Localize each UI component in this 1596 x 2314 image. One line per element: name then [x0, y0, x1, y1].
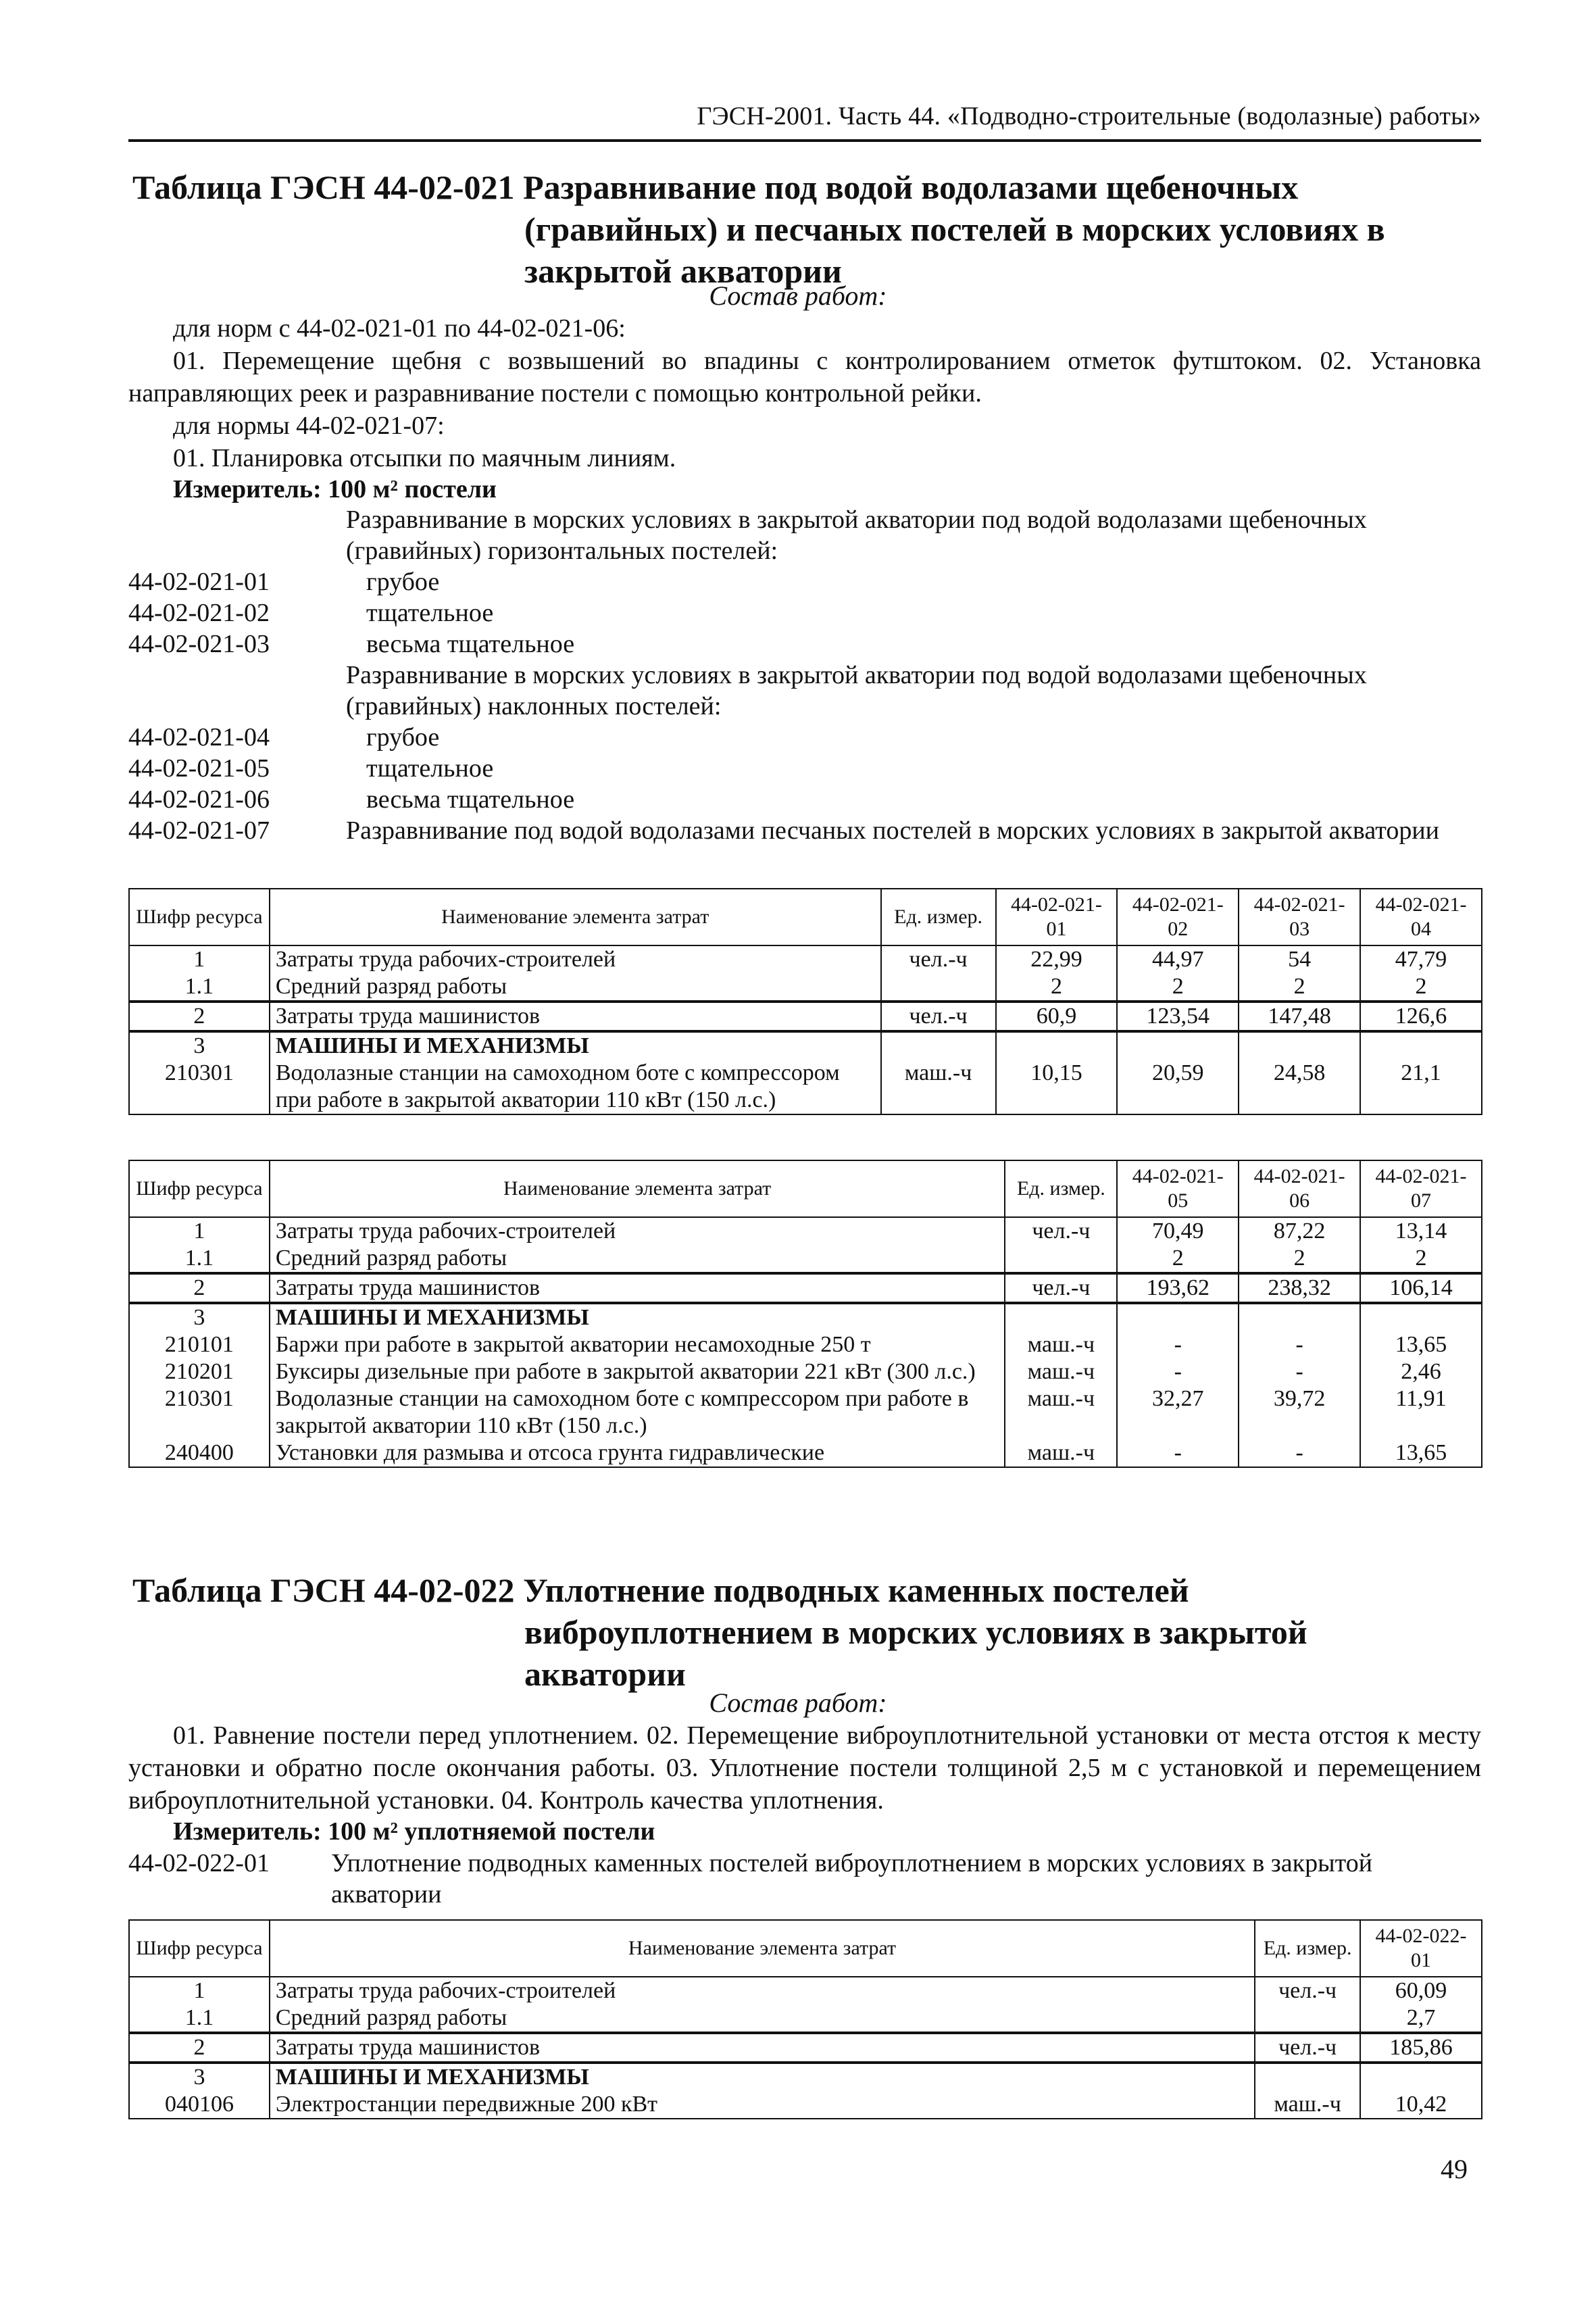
cost-table-022: [128, 1919, 1482, 2119]
cell-value: 11,91: [1360, 1385, 1482, 1439]
cell-value: 10,15: [996, 1060, 1118, 1114]
norm-text: Разравнивание под водой водолазами песчаных постелей в морских условиях в закрытой акватории: [346, 816, 1439, 845]
cell-name: Электростанции передвижные 200 кВт: [270, 2091, 1255, 2119]
cell-value: 2: [1360, 973, 1482, 1002]
norm-code: 44-02-021-01: [128, 568, 270, 596]
norm-text: грубое: [366, 568, 440, 596]
cell-unit: маш.-ч: [1005, 1331, 1117, 1358]
table-title-line: Уплотнение подводных каменных постелей: [523, 1571, 1189, 1609]
cell-value: [1360, 1303, 1482, 1331]
table-row: [129, 1002, 1482, 1031]
header-code: Шифр ресурса: [129, 889, 270, 945]
table-row: [129, 1331, 1482, 1358]
cell-name: Установки для размыва и отсоса грунта гидравлические: [270, 1439, 1005, 1467]
norm-code: 44-02-021-07: [128, 816, 270, 845]
header-norm: 44-02-021-02: [1117, 889, 1239, 945]
cell-value: 10,42: [1360, 2091, 1482, 2119]
cell-value: 60,09: [1360, 1977, 1482, 2004]
cell-code: 210201: [129, 1358, 270, 1385]
header-norm: 44-02-021-01: [996, 889, 1118, 945]
cell-value: 32,27: [1117, 1385, 1239, 1439]
norm-code: 44-02-021-02: [128, 599, 270, 627]
cell-code: 240400: [129, 1439, 270, 1467]
cell-unit: [881, 973, 996, 1002]
cell-value: 47,79: [1360, 945, 1482, 973]
norm-text: весьма тщательное: [366, 785, 575, 814]
cell-code: 1.1: [129, 2004, 270, 2033]
table-row: [129, 1977, 1482, 2004]
header-code: Шифр ресурса: [129, 1160, 270, 1217]
cell-value: -: [1239, 1358, 1360, 1385]
norm-text: весьма тщательное: [366, 630, 575, 658]
cell-value: 2: [1117, 973, 1239, 1002]
cell-value: 193,62: [1117, 1273, 1239, 1303]
cell-name: Затраты труда машинистов: [270, 1002, 881, 1031]
table-title-name: Таблица ГЭСН 44-02-022: [132, 1571, 524, 1609]
cell-code: 1.1: [129, 973, 270, 1002]
cell-value: 2,7: [1360, 2004, 1482, 2033]
cell-code: 2: [129, 1002, 270, 1031]
cell-value: 185,86: [1360, 2033, 1482, 2063]
norm-code: 44-02-021-04: [128, 723, 270, 752]
norm-text: тщательное: [366, 599, 494, 627]
cell-value: 238,32: [1239, 1273, 1360, 1303]
for-norms-label: для нормы 44-02-021-07:: [173, 412, 445, 440]
cell-value: 2: [1117, 1245, 1239, 1273]
cell-unit: [1005, 1303, 1117, 1331]
cell-code: 210101: [129, 1331, 270, 1358]
for-norms-label: для норм с 44-02-021-01 по 44-02-021-06:: [173, 314, 626, 343]
cell-code: 1: [129, 945, 270, 973]
cell-value: 87,22: [1239, 1217, 1360, 1245]
cell-value: [1360, 2063, 1482, 2091]
cell-value: [1239, 1303, 1360, 1331]
cell-value: 2: [1239, 973, 1360, 1002]
cell-value: 2,46: [1360, 1358, 1482, 1385]
cell-value: 13,65: [1360, 1439, 1482, 1467]
cell-value: 106,14: [1360, 1273, 1482, 1303]
cell-name: Средний разряд работы: [270, 973, 881, 1002]
table-row: [129, 1060, 1482, 1114]
cell-code: 3: [129, 1031, 270, 1060]
cell-unit: [1255, 2063, 1360, 2091]
running-header: ГЭСН-2001. Часть 44. «Подводно-строительные (водолазные) работы»: [697, 102, 1481, 130]
header-norm: 44-02-022-01: [1360, 1920, 1482, 1977]
cell-value: 44,97: [1117, 945, 1239, 973]
header-norm: 44-02-021-06: [1239, 1160, 1360, 1217]
table-row: [129, 1245, 1482, 1273]
cell-unit: [1255, 2004, 1360, 2033]
cell-code: 040106: [129, 2091, 270, 2119]
header-unit: Ед. измер.: [881, 889, 996, 945]
cell-value: [1117, 1031, 1239, 1060]
cell-value: -: [1117, 1439, 1239, 1467]
cell-code: 1: [129, 1977, 270, 2004]
cell-code: 210301: [129, 1060, 270, 1114]
work-description: 01. Перемещение щебня с возвышений во впадины с контролированием отметок футштоком. 02. Установка направляющих реек и разравнивание постели с помощью контрольной рейки.: [128, 347, 1481, 408]
cell-code: 2: [129, 1273, 270, 1303]
cell-code: 3: [129, 1303, 270, 1331]
cell-unit: [881, 1031, 996, 1060]
header-unit: Ед. измер.: [1005, 1160, 1117, 1217]
cell-value: -: [1239, 1439, 1360, 1467]
cell-value: 13,14: [1360, 1217, 1482, 1245]
table-row: [129, 1273, 1482, 1303]
cell-code: 2: [129, 2033, 270, 2063]
cell-value: 126,6: [1360, 1002, 1482, 1031]
cell-name: Средний разряд работы: [270, 2004, 1255, 2033]
cell-value: 70,49: [1117, 1217, 1239, 1245]
cell-unit: чел.-ч: [1255, 2033, 1360, 2063]
norm-group-text: Разравнивание в морских условиях в закрытой акватории под водой водолазами щебеночных (гравийных) наклонных постелей:: [346, 661, 1367, 720]
cell-name: Буксиры дизельные при работе в закрытой акватории 221 кВт (300 л.с.): [270, 1358, 1005, 1385]
table-title-line: виброуплотнением в морских условиях в закрытой: [524, 1613, 1307, 1651]
header-norm: 44-02-021-03: [1239, 889, 1360, 945]
cell-code: 1.1: [129, 1245, 270, 1273]
header-unit: Ед. измер.: [1255, 1920, 1360, 1977]
cell-value: [1239, 1031, 1360, 1060]
cell-name: МАШИНЫ И МЕХАНИЗМЫ: [270, 1031, 881, 1060]
cell-unit: чел.-ч: [1005, 1217, 1117, 1245]
norm-code: 44-02-021-06: [128, 785, 270, 814]
work-description: 01. Равнение постели перед уплотнением. 02. Перемещение виброуплотнительной установки от места отстоя к месту установки и обратно после окончания работы. 03. Уплотнение постели толщиной 2,5 м с установкой и перемещением виброуплотнительной установки. 04. Контроль качества уплотнения.: [128, 1721, 1481, 1815]
cell-value: 147,48: [1239, 1002, 1360, 1031]
cell-value: 2: [996, 973, 1118, 1002]
work-description: 01. Планировка отсыпки по маячным линиям.: [173, 444, 676, 472]
cell-unit: чел.-ч: [1005, 1273, 1117, 1303]
cell-value: 54: [1239, 945, 1360, 973]
table-row: [129, 1385, 1482, 1439]
table-row: [129, 2004, 1482, 2033]
norm-code: 44-02-022-01: [128, 1849, 270, 1877]
cell-code: 210301: [129, 1385, 270, 1439]
cost-table-021-b: [128, 1160, 1482, 1468]
cell-value: 2: [1360, 1245, 1482, 1273]
table-title-line: Разравнивание под водой водолазами щебеночных: [523, 168, 1299, 206]
cell-name: Затраты труда машинистов: [270, 1273, 1005, 1303]
cell-unit: маш.-ч: [1005, 1439, 1117, 1467]
cell-unit: чел.-ч: [1255, 1977, 1360, 2004]
norm-text: Уплотнение подводных каменных постелей виброуплотнением в морских условиях в закрытой акватории: [331, 1849, 1373, 1909]
table-title-021: [132, 166, 1484, 292]
cell-value: -: [1239, 1331, 1360, 1358]
cell-name: МАШИНЫ И МЕХАНИЗМЫ: [270, 2063, 1255, 2091]
cell-unit: чел.-ч: [881, 1002, 996, 1031]
table-title-line: (гравийных) и песчаных постелей в морских условиях в: [524, 210, 1385, 248]
header-norm: 44-02-021-04: [1360, 889, 1482, 945]
cell-value: 24,58: [1239, 1060, 1360, 1114]
table-header-row: [129, 889, 1482, 945]
table-row: [129, 1031, 1482, 1060]
composition-label: Состав работ:: [709, 1688, 887, 1718]
cell-code: 1: [129, 1217, 270, 1245]
header-name: Наименование элемента затрат: [270, 1920, 1255, 1977]
header-code: Шифр ресурса: [129, 1920, 270, 1977]
cell-unit: чел.-ч: [881, 945, 996, 973]
cell-unit: [1005, 1245, 1117, 1273]
cell-value: [1360, 1031, 1482, 1060]
norm-code: 44-02-021-03: [128, 630, 270, 658]
cell-name: Баржи при работе в закрытой акватории несамоходные 250 т: [270, 1331, 1005, 1358]
cell-value: 2: [1239, 1245, 1360, 1273]
cell-value: 22,99: [996, 945, 1118, 973]
norm-code: 44-02-021-05: [128, 754, 270, 783]
cell-unit: маш.-ч: [1255, 2091, 1360, 2119]
norm-group-text: Разравнивание в морских условиях в закрытой акватории под водой водолазами щебеночных (гравийных) горизонтальных постелей:: [346, 506, 1367, 565]
cell-name: Затраты труда рабочих-строителей: [270, 1217, 1005, 1245]
header-norm: 44-02-021-05: [1117, 1160, 1239, 1217]
header-name: Наименование элемента затрат: [270, 889, 881, 945]
composition-label: Состав работ:: [709, 280, 887, 311]
cell-value: 20,59: [1117, 1060, 1239, 1114]
cell-name: Затраты труда рабочих-строителей: [270, 1977, 1255, 2004]
cell-name: МАШИНЫ И МЕХАНИЗМЫ: [270, 1303, 1005, 1331]
table-title-name: Таблица ГЭСН 44-02-021: [132, 168, 524, 206]
norm-text: грубое: [366, 723, 440, 752]
cell-code: 3: [129, 2063, 270, 2091]
table-row: [129, 2091, 1482, 2119]
cell-value: 39,72: [1239, 1385, 1360, 1439]
cost-table-021-a: [128, 888, 1482, 1115]
cell-name: Затраты труда машинистов: [270, 2033, 1255, 2063]
table-row: [129, 1358, 1482, 1385]
table-title-line: закрытой акватории: [524, 252, 842, 290]
table-header-row: [129, 1920, 1482, 1977]
cell-value: 13,65: [1360, 1331, 1482, 1358]
table-title-022: [132, 1569, 1484, 1695]
table-row: [129, 1303, 1482, 1331]
cell-value: 21,1: [1360, 1060, 1482, 1114]
table-row: [129, 973, 1482, 1002]
header-rule: [128, 139, 1481, 142]
table-row: [129, 1439, 1482, 1467]
cell-name: Средний разряд работы: [270, 1245, 1005, 1273]
cell-unit: маш.-ч: [1005, 1385, 1117, 1439]
cell-name: Затраты труда рабочих-строителей: [270, 945, 881, 973]
cell-value: -: [1117, 1331, 1239, 1358]
table-title-line: акватории: [524, 1655, 686, 1693]
cell-unit: маш.-ч: [881, 1060, 996, 1114]
cell-name: Водолазные станции на самоходном боте с компрессором при работе в закрытой акватории 110 кВт (150 л.с.): [270, 1385, 1005, 1439]
cell-name: Водолазные станции на самоходном боте с компрессором при работе в закрытой акватории 110 кВт (150 л.с.): [270, 1060, 881, 1114]
table-row: [129, 1217, 1482, 1245]
meter: Измеритель: 100 м² постели: [173, 475, 497, 503]
header-norm: 44-02-021-07: [1360, 1160, 1482, 1217]
cell-value: 123,54: [1117, 1002, 1239, 1031]
cell-unit: маш.-ч: [1005, 1358, 1117, 1385]
page-number: 49: [1441, 2154, 1468, 2184]
cell-value: -: [1117, 1358, 1239, 1385]
table-header-row: [129, 1160, 1482, 1217]
cell-value: 60,9: [996, 1002, 1118, 1031]
cell-value: [1117, 1303, 1239, 1331]
meter: Измеритель: 100 м² уплотняемой постели: [173, 1817, 655, 1846]
header-name: Наименование элемента затрат: [270, 1160, 1005, 1217]
table-row: [129, 2033, 1482, 2063]
cell-value: [996, 1031, 1118, 1060]
table-row: [129, 2063, 1482, 2091]
norm-text: тщательное: [366, 754, 494, 783]
table-row: [129, 945, 1482, 973]
